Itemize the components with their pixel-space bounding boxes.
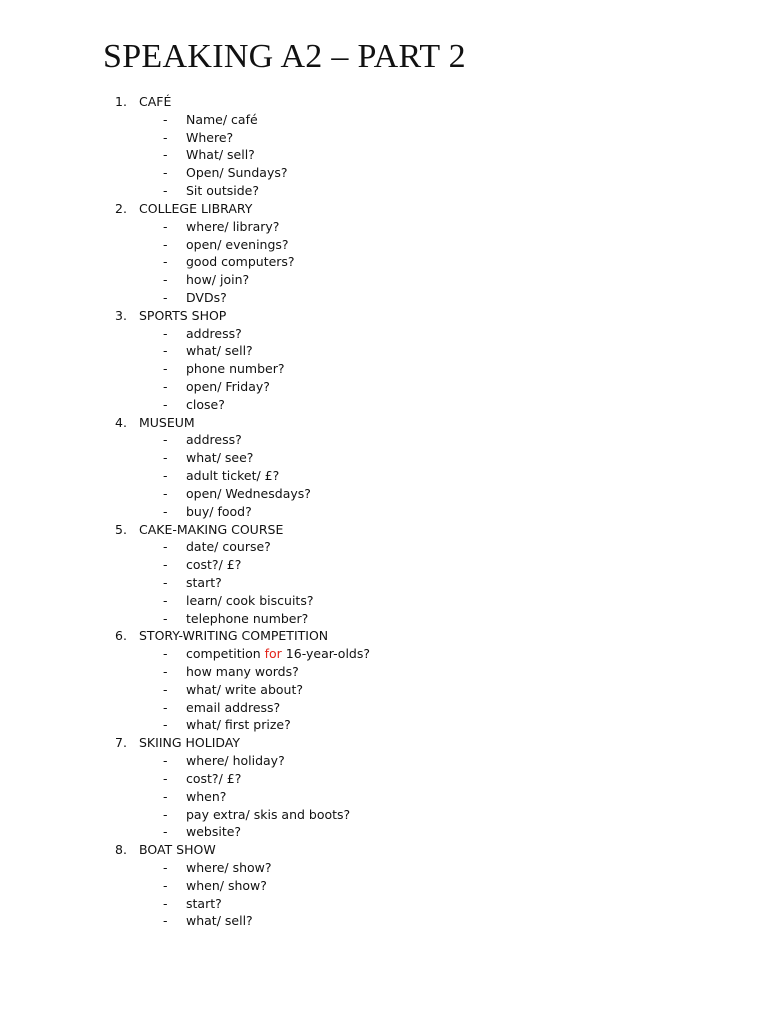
question-item	[0, 681, 768, 699]
bullet-dash: -	[163, 165, 168, 181]
section-heading-row	[0, 627, 768, 645]
bullet-dash: -	[163, 272, 168, 288]
question-text: buy/ food?	[186, 503, 252, 519]
question-item	[0, 610, 768, 628]
question-text: open/ evenings?	[186, 236, 289, 252]
section-number: 5.	[115, 521, 127, 537]
question-item	[0, 485, 768, 503]
bullet-dash: -	[163, 396, 168, 412]
section-number: 8.	[115, 842, 127, 858]
question-text: what/ see?	[186, 450, 254, 466]
question-item	[0, 699, 768, 717]
question-text: start?	[186, 895, 222, 911]
question-item	[0, 182, 768, 200]
question-text: Sit outside?	[186, 183, 259, 199]
question-text: cost?/ £?	[186, 557, 242, 573]
question-text: Name/ café	[186, 111, 258, 127]
question-text: how/ join?	[186, 272, 250, 288]
question-text: date/ course?	[186, 539, 271, 555]
question-item	[0, 859, 768, 877]
bullet-dash: -	[163, 681, 168, 697]
section-heading-row	[0, 521, 768, 539]
question-item	[0, 449, 768, 467]
question-item	[0, 592, 768, 610]
question-text: open/ Friday?	[186, 379, 270, 394]
page-title: SPEAKING A2 – PART 2	[103, 38, 466, 75]
question-item	[0, 289, 768, 307]
bullet-dash: -	[163, 111, 168, 127]
question-item	[0, 271, 768, 289]
question-item	[0, 129, 768, 147]
question-text: email address?	[186, 699, 281, 715]
bullet-dash: -	[163, 289, 168, 305]
bullet-dash: -	[163, 824, 168, 840]
question-text: adult ticket/ £?	[186, 468, 280, 484]
question-item	[0, 538, 768, 556]
bullet-dash: -	[163, 539, 168, 555]
question-text: website?	[186, 824, 242, 840]
question-item	[0, 111, 768, 129]
question-text: how many words?	[186, 664, 299, 679]
question-text: open/ Wednesdays?	[186, 485, 311, 501]
question-text: Open/ Sundays?	[186, 165, 288, 181]
question-item	[0, 823, 768, 841]
bullet-dash: -	[163, 592, 168, 608]
question-text: learn/ cook biscuits?	[186, 592, 314, 608]
section-heading: CAFÉ	[139, 94, 172, 109]
question-text: telephone number?	[186, 610, 309, 626]
question-text: phone number?	[186, 361, 285, 377]
question-text: start?	[186, 574, 222, 590]
question-item	[0, 877, 768, 895]
question-item	[0, 752, 768, 770]
question-text: pay extra/ skis and boots?	[186, 806, 351, 822]
section-number: 7.	[115, 735, 127, 751]
section-heading: SPORTS SHOP	[139, 307, 227, 323]
bullet-dash: -	[163, 361, 168, 377]
bullet-dash: -	[163, 485, 168, 501]
bullet-dash: -	[163, 343, 168, 359]
question-text: DVDs?	[186, 289, 227, 305]
section-heading-row	[0, 734, 768, 752]
bullet-dash: -	[163, 574, 168, 590]
question-text: what/ sell?	[186, 913, 253, 929]
question-item	[0, 218, 768, 236]
question-text: what/ write about?	[186, 681, 303, 697]
question-text: when/ show?	[186, 877, 267, 893]
question-item	[0, 645, 768, 663]
bullet-dash: -	[163, 859, 168, 875]
question-item	[0, 895, 768, 913]
bullet-dash: -	[163, 236, 168, 252]
question-item	[0, 236, 768, 254]
question-text: when?	[186, 788, 227, 804]
bullet-dash: -	[163, 129, 168, 145]
bullet-dash: -	[163, 913, 168, 929]
question-item	[0, 788, 768, 806]
question-item	[0, 556, 768, 574]
question-item	[0, 716, 768, 734]
bullet-dash: -	[163, 877, 168, 893]
section-heading: STORY-WRITING COMPETITION	[139, 628, 329, 644]
question-item	[0, 253, 768, 271]
section-number: 4.	[115, 414, 127, 430]
highlighted-word: for	[264, 646, 282, 662]
bullet-dash: -	[163, 753, 168, 769]
question-item	[0, 806, 768, 824]
question-item	[0, 360, 768, 378]
question-item	[0, 574, 768, 592]
question-item	[0, 146, 768, 164]
section-heading: MUSEUM	[139, 414, 195, 430]
question-item	[0, 912, 768, 930]
section-heading-row	[0, 307, 768, 325]
section-heading-row	[0, 93, 768, 111]
bullet-dash: -	[163, 450, 168, 466]
section-heading-row	[0, 414, 768, 432]
question-text: good computers?	[186, 254, 295, 270]
question-item	[0, 770, 768, 788]
bullet-dash: -	[163, 468, 168, 484]
question-text-part: competition	[186, 646, 265, 662]
section-heading: CAKE-MAKING COURSE	[139, 521, 284, 537]
question-item	[0, 467, 768, 485]
question-text: cost?/ £?	[186, 770, 242, 786]
question-item	[0, 164, 768, 182]
section-heading-row	[0, 200, 768, 218]
section-number: 6.	[115, 628, 127, 644]
bullet-dash: -	[163, 557, 168, 573]
bullet-dash: -	[163, 788, 168, 804]
bullet-dash: -	[163, 432, 168, 448]
bullet-dash: -	[163, 646, 168, 662]
bullet-dash: -	[163, 503, 168, 519]
section-heading: SKIING HOLIDAY	[139, 735, 241, 751]
bullet-dash: -	[163, 147, 168, 163]
bullet-dash: -	[163, 379, 168, 394]
bullet-dash: -	[163, 254, 168, 270]
section-number: 2.	[115, 200, 127, 216]
question-item	[0, 342, 768, 360]
bullet-dash: -	[163, 770, 168, 786]
question-item	[0, 396, 768, 414]
question-text: address?	[186, 325, 242, 341]
bullet-dash: -	[163, 183, 168, 199]
question-item	[0, 663, 768, 681]
bullet-dash: -	[163, 699, 168, 715]
section-heading-row	[0, 841, 768, 859]
question-item	[0, 431, 768, 449]
bullet-dash: -	[163, 610, 168, 626]
question-item	[0, 325, 768, 343]
section-heading: COLLEGE LIBRARY	[139, 200, 253, 216]
section-list	[0, 93, 768, 930]
question-text: where/ library?	[186, 218, 280, 234]
question-text: where/ show?	[186, 859, 272, 875]
bullet-dash: -	[163, 717, 168, 733]
question-text: Where?	[186, 129, 234, 145]
question-text: close?	[186, 396, 225, 412]
question-text-part: 16-year-olds?	[281, 646, 371, 662]
question-text: What/ sell?	[186, 147, 255, 163]
section-number: 1.	[115, 94, 127, 109]
section-number: 3.	[115, 307, 127, 323]
bullet-dash: -	[163, 325, 168, 341]
question-text	[186, 645, 370, 663]
question-text: where/ holiday?	[186, 753, 285, 769]
question-text: what/ sell?	[186, 343, 253, 359]
section-heading: BOAT SHOW	[139, 842, 216, 858]
question-text: address?	[186, 432, 242, 448]
question-item	[0, 378, 768, 396]
bullet-dash: -	[163, 895, 168, 911]
bullet-dash: -	[163, 806, 168, 822]
bullet-dash: -	[163, 218, 168, 234]
question-text: what/ first prize?	[186, 717, 291, 733]
bullet-dash: -	[163, 664, 168, 679]
question-item	[0, 503, 768, 521]
